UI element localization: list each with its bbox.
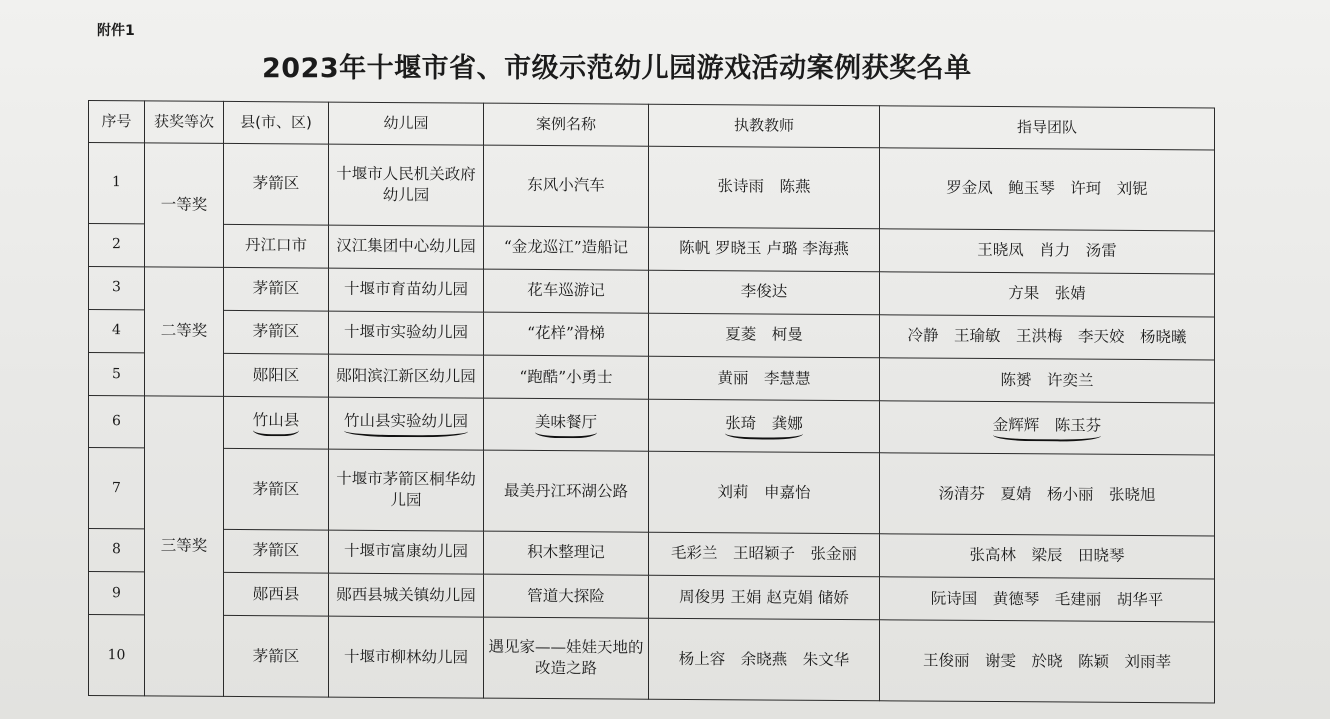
row-teachers: 李俊达 xyxy=(649,270,880,315)
table-row xyxy=(89,448,1215,536)
row-seq: 1 xyxy=(89,143,145,224)
row-county: 茅箭区 xyxy=(224,143,329,224)
table-row xyxy=(89,528,1215,579)
row-case: “跑酷”小勇士 xyxy=(484,355,649,399)
row-case xyxy=(484,398,649,451)
row-case: 管道大探险 xyxy=(484,574,649,618)
row-teachers: 刘莉 申嘉怡 xyxy=(649,451,880,533)
table-row xyxy=(89,353,1215,404)
row-teachers: 黄丽 李慧慧 xyxy=(649,356,880,401)
award-level-third: 三等奖 xyxy=(145,396,224,696)
row-team: 王俊丽 谢雯 於晓 陈颖 刘雨莘 xyxy=(880,620,1215,703)
table-header-row xyxy=(89,101,1215,150)
table-row xyxy=(89,223,1215,274)
row-teachers: 陈帆 罗晓玉 卢璐 李海燕 xyxy=(649,227,880,272)
row-kindergarten: 十堰市柳林幼儿园 xyxy=(329,616,484,698)
row-teachers: 毛彩兰 王昭颖子 张金丽 xyxy=(649,532,880,577)
row-teachers xyxy=(649,399,880,453)
row-teachers: 张诗雨 陈燕 xyxy=(649,146,880,228)
row-team xyxy=(880,401,1215,455)
row-team: 汤清芬 夏婧 杨小丽 张晓旭 xyxy=(880,453,1215,536)
row-teachers: 杨上容 余晓燕 朱文华 xyxy=(649,618,880,700)
row-county: 茅箭区 xyxy=(224,310,329,354)
table-row-highlighted xyxy=(89,396,1215,456)
table-row xyxy=(89,266,1215,317)
row-kindergarten: 郧阳滨江新区幼儿园 xyxy=(329,354,484,398)
underlined-case: 美味餐厅 xyxy=(535,412,597,438)
row-kindergarten: 十堰市实验幼儿园 xyxy=(329,311,484,355)
row-county: 丹江口市 xyxy=(224,224,329,268)
row-kindergarten: 汉江集团中心幼儿园 xyxy=(329,225,484,269)
row-seq: 10 xyxy=(89,615,145,696)
row-kindergarten: 郧西县城关镇幼儿园 xyxy=(329,573,484,617)
row-seq: 5 xyxy=(89,353,145,396)
row-case: “金龙巡江”造船记 xyxy=(484,226,649,270)
row-county: 郧阳区 xyxy=(224,353,329,397)
row-kindergarten xyxy=(329,397,484,450)
row-case: 东风小汽车 xyxy=(484,145,649,227)
row-team: 冷静 王瑜敏 王洪梅 李天姣 杨晓曦 xyxy=(880,315,1215,360)
row-county: 茅箭区 xyxy=(224,267,329,311)
attachment-label: 附件1 xyxy=(97,23,135,39)
underlined-team: 金辉辉 陈玉芬 xyxy=(993,415,1102,442)
award-level-first: 一等奖 xyxy=(145,143,224,267)
table-row xyxy=(89,143,1215,231)
row-kindergarten: 十堰市富康幼儿园 xyxy=(329,530,484,574)
row-kindergarten: 十堰市茅箭区桐华幼儿园 xyxy=(329,449,484,531)
table-row xyxy=(89,615,1215,703)
row-team: 陈赟 许奕兰 xyxy=(880,358,1215,403)
row-kindergarten: 十堰市育苗幼儿园 xyxy=(329,268,484,312)
row-teachers: 周俊男 王娟 赵克娟 储娇 xyxy=(649,575,880,620)
row-county: 郧西县 xyxy=(224,572,329,616)
row-team: 王晓凤 肖力 汤雷 xyxy=(880,229,1215,274)
row-teachers: 夏菱 柯曼 xyxy=(649,313,880,358)
header-seq: 序号 xyxy=(89,101,145,143)
header-award: 获奖等次 xyxy=(145,101,224,144)
row-seq: 6 xyxy=(89,396,145,448)
row-seq: 7 xyxy=(89,448,145,529)
table-row xyxy=(89,572,1215,623)
award-level-second: 二等奖 xyxy=(145,267,224,397)
table-row xyxy=(89,309,1215,360)
row-seq: 4 xyxy=(89,309,145,352)
row-county: 茅箭区 xyxy=(224,529,329,573)
row-county: 茅箭区 xyxy=(224,615,329,697)
row-seq: 8 xyxy=(89,528,145,571)
row-team: 罗金凤 鲍玉琴 许珂 刘铌 xyxy=(880,148,1215,231)
document-title: 2023年十堰市省、市级示范幼儿园游戏活动案例获奖名单 xyxy=(262,53,972,84)
row-kindergarten: 十堰市人民机关政府幼儿园 xyxy=(329,144,484,226)
underlined-teachers: 张琦 龚娜 xyxy=(725,413,803,440)
award-table-container xyxy=(88,100,1214,703)
row-case: “花样”滑梯 xyxy=(484,312,649,356)
row-seq: 3 xyxy=(89,266,145,309)
row-case: 遇见家——娃娃天地的改造之路 xyxy=(484,617,649,699)
header-kindergarten: 幼儿园 xyxy=(329,102,484,145)
row-team: 方果 张婧 xyxy=(880,272,1215,317)
header-county: 县(市、区) xyxy=(224,101,329,144)
award-table xyxy=(88,100,1215,703)
header-teachers: 执教教师 xyxy=(649,104,880,148)
row-county: 茅箭区 xyxy=(224,449,329,530)
underlined-county: 竹山县 xyxy=(253,410,300,436)
header-case: 案例名称 xyxy=(484,103,649,146)
header-team: 指导团队 xyxy=(880,106,1215,150)
row-case: 积木整理记 xyxy=(484,531,649,575)
row-case: 花车巡游记 xyxy=(484,269,649,313)
row-case: 最美丹江环湖公路 xyxy=(484,450,649,532)
row-seq: 2 xyxy=(89,223,145,266)
underlined-kindergarten: 竹山县实验幼儿园 xyxy=(344,410,468,437)
row-team: 阮诗国 黄德琴 毛建丽 胡华平 xyxy=(880,577,1215,622)
row-county xyxy=(224,396,329,449)
row-team: 张高林 梁辰 田晓琴 xyxy=(880,534,1215,579)
row-seq: 9 xyxy=(89,572,145,615)
